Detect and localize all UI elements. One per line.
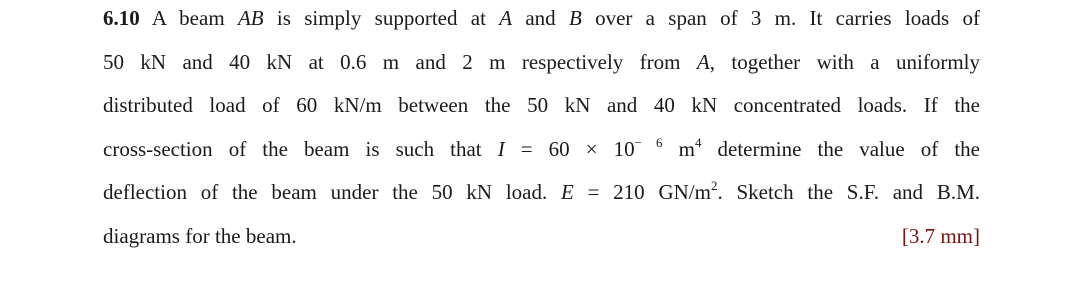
exponent: 2: [710, 178, 718, 193]
text-fragment: = 210 GN/m: [573, 180, 711, 204]
variable-b: B: [568, 6, 582, 30]
text-fragment: cross-section of the beam is such that: [103, 137, 498, 161]
variable-ab: AB: [237, 6, 264, 30]
text-fragment: m: [662, 137, 695, 161]
variable-i: I: [497, 137, 505, 161]
variable-a: A: [499, 6, 513, 30]
variable-e: E: [560, 180, 574, 204]
text-fragment: . Sketch the S.F. and B.M.: [717, 180, 981, 204]
problem-line-2: [103, 50, 980, 74]
text-fragment: = 60 × 10: [504, 137, 635, 161]
problem-line-5: [103, 180, 980, 204]
exponent: − 6: [634, 135, 663, 150]
problem-line-3: distributed load of 60 kN/m between the 50 kN and 40 kN concentrated loads. If the: [103, 93, 980, 117]
text-fragment: 50 kN and 40 kN at 0.6 m and 2 m respectively from: [103, 50, 697, 74]
text-fragment: A beam: [139, 6, 238, 30]
text-fragment: and: [512, 6, 569, 30]
text-fragment: deflection of the beam under the 50 kN load.: [103, 180, 561, 204]
problem-line-4: [103, 137, 980, 161]
problem-line-6: diagrams for the beam.: [103, 224, 297, 248]
problem-line-1: [103, 6, 980, 30]
variable-a: A: [696, 50, 710, 74]
text-fragment: , together with a uniformly: [709, 50, 980, 74]
problem-number: 6.10: [103, 6, 140, 30]
exponent: 4: [694, 135, 702, 150]
text-fragment: is simply supported at: [263, 6, 500, 30]
answer-label: [3.7 mm]: [901, 224, 980, 248]
text-fragment: over a span of 3 m. It carries loads of: [581, 6, 980, 30]
text-fragment: determine the value of the: [701, 137, 980, 161]
